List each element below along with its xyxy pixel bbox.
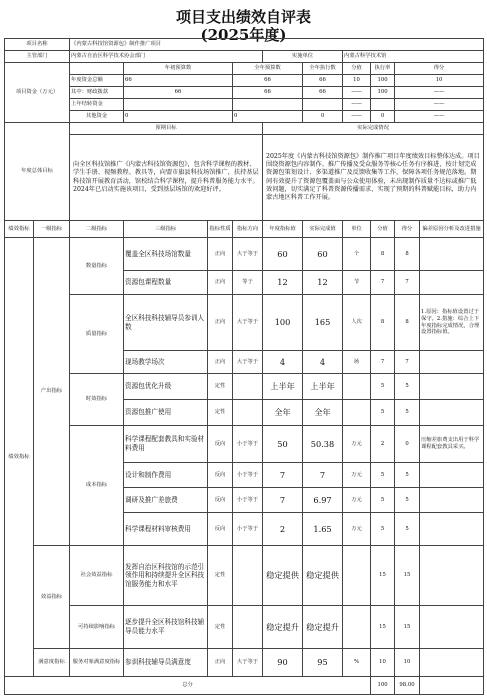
indicator-score: 10 (395, 649, 420, 677)
indicator-unit: 万元 (343, 488, 371, 513)
indicator-reason (420, 400, 484, 426)
funds-cell: —— (395, 87, 484, 99)
indicator-weight: 7 (371, 271, 395, 295)
indicator-col-header: 指标方向 (233, 221, 263, 238)
indicator-direction: 大于等于 (233, 649, 263, 677)
funds-row (5, 87, 484, 99)
evaluation-table (4, 38, 484, 695)
indicator-row (5, 238, 484, 271)
funds-row-label: 上年结转资金 (70, 99, 124, 111)
funds-row (5, 111, 484, 123)
indicator-actual: 7 (303, 463, 343, 488)
funds-cell (303, 99, 343, 111)
sustain-indicators-label: 可持续影响指标 (70, 606, 124, 649)
indicator-name: 调研及推广差旅费 (124, 488, 208, 513)
indicator-score: 7 (395, 351, 420, 374)
indicator-reason (420, 606, 484, 649)
indicator-target: 50 (263, 426, 303, 463)
funds-col-header: 得分 (395, 63, 484, 75)
indicator-weight: 8 (371, 295, 395, 351)
indicator-unit: 人次 (343, 295, 371, 351)
indicator-score: 8 (395, 295, 420, 351)
indicator-weight: 2 (371, 426, 395, 463)
goals-actual-header: 实际完成情况 (263, 123, 484, 135)
funds-label: 项目资金（万元） (5, 63, 70, 123)
goals-actual-text: 2025年度《内蒙古科技馆资源包》制作推广项目年度绩效目标整体达成。项目围绕资源包内容制作、推广传播及受众服务等核心任务有序推进，按计划完成资源包策划设计、多渠道推广及反馈收集等工作，保障各项任务规范落地。期间有效提升了资源包覆盖面与公众使用体验，未出现制作质量不达标或推广低效问题，切实满足了科普资源传播需求，实现了预期的科普赋能目标，助力内蒙古地区科普工作开展。 (263, 135, 484, 221)
indicator-target: 60 (263, 238, 303, 271)
indicator-actual: 12 (303, 271, 343, 295)
goals-header-row (5, 123, 484, 135)
indicator-direction: 小于等于 (233, 426, 263, 463)
funds-row (5, 99, 484, 111)
funds-cell: 100 (371, 75, 395, 87)
indicator-target: 稳定提升 (263, 606, 303, 649)
indicator-score: 5 (395, 463, 420, 488)
total-row (5, 677, 484, 695)
indicator-col-header: 三级指标 (124, 221, 208, 238)
indicator-col-header: 得分 (395, 221, 420, 238)
funds-cell (233, 99, 303, 111)
funds-cell: 10 (395, 75, 484, 87)
indicator-nature: 定性 (208, 546, 233, 606)
indicator-direction: 小于等于 (233, 463, 263, 488)
indicator-target: 90 (263, 649, 303, 677)
indicator-target: 4 (263, 351, 303, 374)
indicator-header-row (5, 221, 484, 238)
indicator-actual: 稳定提升 (303, 606, 343, 649)
indicator-reason (420, 463, 484, 488)
funds-row (5, 75, 484, 87)
indicator-nature: 正向 (208, 271, 233, 295)
indicator-weight: 10 (371, 649, 395, 677)
indicator-actual: 50.38 (303, 426, 343, 463)
indicator-row (5, 426, 484, 463)
indicator-target: 12 (263, 271, 303, 295)
funds-col-header: 执行率 (371, 63, 395, 75)
goals-label: 年度总体目标 (5, 123, 70, 221)
indicator-actual: 4 (303, 351, 343, 374)
indicator-actual: 1.65 (303, 513, 343, 546)
indicator-weight: 5 (371, 488, 395, 513)
indicator-score: 15 (395, 546, 420, 606)
total-label: 总分 (5, 677, 371, 695)
benefit-indicators-label: 效益指标 (34, 546, 70, 649)
indicator-unit: 个 (343, 238, 371, 271)
dept-label: 主管部门 (5, 51, 70, 63)
funds-col-header: 分值 (343, 63, 371, 75)
indicator-direction (233, 606, 263, 649)
funds-cell: 0 (371, 111, 395, 123)
project-name-row (5, 39, 484, 51)
indicator-row (5, 295, 484, 351)
indicator-direction: 小于等于 (233, 488, 263, 513)
indicator-unit: 节 (343, 271, 371, 295)
unit-value: 内蒙古科学技术馆 (343, 51, 484, 63)
funds-cell: 0 (124, 111, 233, 123)
indicator-nature: 正向 (208, 238, 233, 271)
funds-cell: 100 (371, 87, 395, 99)
indicator-score: 15 (395, 606, 420, 649)
indicator-name: 科学课程配套教具和实验材料费用 (124, 426, 208, 463)
indicator-unit (343, 400, 371, 426)
indicator-col-header: 一级指标 (34, 221, 70, 238)
project-name-value: 《内蒙古科技馆资源包》制作推广项目 (70, 39, 484, 51)
indicator-col-header: 二级指标 (70, 221, 124, 238)
timeliness-indicators-label: 时效指标 (70, 374, 124, 426)
indicator-col-header: 年度指标值 (263, 221, 303, 238)
indicator-name: 覆盖全区科技场馆数量 (124, 238, 208, 271)
indicator-weight: 15 (371, 546, 395, 606)
quality-indicators-label: 质量指标 (70, 295, 124, 374)
indicator-row (5, 374, 484, 400)
indicator-direction (233, 546, 263, 606)
indicator-target: 7 (263, 488, 303, 513)
indicator-unit: 万元 (343, 463, 371, 488)
total-reason (420, 677, 484, 695)
indicator-direction: 大于等于 (233, 351, 263, 374)
indicator-unit: 万元 (343, 513, 371, 546)
satisfaction-sub-label: 服务对象满意度指标 (70, 649, 124, 677)
indicator-actual: 95 (303, 649, 343, 677)
indicator-reason: 1.原因：指标值设置过于保守。2.措施：综合上下年度指标完成情况，合理设置指标值。 (420, 295, 484, 351)
funds-cell: 66 (233, 75, 303, 87)
funds-cell: —— (343, 99, 371, 111)
indicator-reason (420, 271, 484, 295)
indicator-reason (420, 374, 484, 400)
indicator-score: 5 (395, 513, 420, 546)
funds-col-header: 年初预算数 (124, 63, 233, 75)
indicator-reason (420, 488, 484, 513)
indicator-weight: 5 (371, 463, 395, 488)
indicator-weight: 5 (371, 374, 395, 400)
indicator-reason (420, 238, 484, 271)
funds-row-label: 年度资金总额 (70, 75, 124, 87)
funds-cell: —— (395, 99, 484, 111)
indicator-nature: 反向 (208, 513, 233, 546)
funds-cell (371, 99, 395, 111)
goals-expected-header: 预期目标 (70, 123, 263, 135)
funds-cell: 66 (303, 87, 343, 99)
indicator-name: 参训科技辅导员满意度 (124, 649, 208, 677)
cost-indicators-label: 成本指标 (70, 426, 124, 546)
indicator-score: 7 (395, 271, 420, 295)
funds-col-header: 全年执行数 (303, 63, 343, 75)
indicator-target: 2 (263, 513, 303, 546)
indicator-actual: 稳定提供 (303, 546, 343, 606)
funds-cell: 66 (124, 87, 233, 99)
social-indicators-label: 社会效益指标 (70, 546, 124, 606)
total-score: 98.00 (395, 677, 420, 695)
total-weight: 100 (371, 677, 395, 695)
funds-row-label: 其中：财政拨款 (70, 87, 124, 99)
document-title: 项目支出绩效自评表 (175, 8, 311, 26)
indicator-unit (343, 606, 371, 649)
funds-row-label: 其他资金 (70, 111, 124, 123)
indicator-name: 资源包课程数量 (124, 271, 208, 295)
indicator-direction: 大于等于 (233, 295, 263, 351)
funds-cell: 0 (233, 111, 303, 123)
indicator-name: 现场教学场次 (124, 351, 208, 374)
funds-cell: —— (343, 111, 371, 123)
indicator-direction: 小于等于 (233, 513, 263, 546)
indicator-score: 5 (395, 488, 420, 513)
unit-label: 实施单位 (263, 51, 343, 63)
indicator-nature: 反向 (208, 426, 233, 463)
perf-indicators-label: 绩效指标 (5, 238, 34, 677)
indicator-unit: % (343, 649, 371, 677)
indicator-col-header: 单位 (343, 221, 371, 238)
quantity-indicators-label: 数量指标 (70, 238, 124, 295)
funds-cell: 66 (124, 75, 233, 87)
indicator-unit (343, 546, 371, 606)
indicator-unit: 场 (343, 351, 371, 374)
indicator-actual: 全年 (303, 400, 343, 426)
indicator-score: 0 (395, 426, 420, 463)
funds-cell: —— (343, 87, 371, 99)
funds-cell: 0 (303, 111, 343, 123)
indicator-direction (233, 374, 263, 400)
indicator-reason (420, 351, 484, 374)
indicator-name: 逐步提升全区科技馆科技辅导员能力水平 (124, 606, 208, 649)
indicator-actual: 60 (303, 238, 343, 271)
indicator-name: 设计和制作费用 (124, 463, 208, 488)
indicator-weight: 15 (371, 606, 395, 649)
document-year: (2025年度) (200, 26, 287, 44)
indicator-nature: 反向 (208, 488, 233, 513)
indicator-name: 科学课程材料审核费用 (124, 513, 208, 546)
indicator-actual: 上半年 (303, 374, 343, 400)
indicator-col-header: 实际完成值 (303, 221, 343, 238)
indicator-unit: 万元 (343, 426, 371, 463)
indicator-nature: 定性 (208, 400, 233, 426)
dept-value: 内蒙古自治区科学技术协会部门 (70, 51, 263, 63)
indicator-name: 发挥自治区科技馆的示范引领作用和持续提升全区科技馆服务能力和水平 (124, 546, 208, 606)
indicator-direction (233, 400, 263, 426)
funds-col-header: 全年预算数 (233, 63, 303, 75)
indicator-row (5, 606, 484, 649)
satisfaction-indicators-label: 满意度指标 (34, 649, 70, 677)
indicator-target: 100 (263, 295, 303, 351)
indicator-col-header: 分值 (371, 221, 395, 238)
project-name-label: 项目名称 (5, 39, 70, 51)
indicator-reason: 压缩差旅费支出用于科学课程配套教具采买。 (420, 426, 484, 463)
indicator-name: 资源包优化升级 (124, 374, 208, 400)
indicator-weight: 8 (371, 238, 395, 271)
indicator-nature: 正向 (208, 649, 233, 677)
indicator-target: 7 (263, 463, 303, 488)
funds-cell: 10 (343, 75, 371, 87)
funds-header-row (5, 63, 484, 75)
funds-cell: 66 (303, 75, 343, 87)
indicator-col-header: 偏差原因分析及改进措施 (420, 221, 484, 238)
indicator-nature: 正向 (208, 295, 233, 351)
indicator-target: 稳定提供 (263, 546, 303, 606)
indicator-direction: 等于 (233, 271, 263, 295)
indicator-row (5, 546, 484, 606)
funds-cell: 66 (233, 87, 303, 99)
funds-cell (124, 99, 233, 111)
indicator-score: 5 (395, 374, 420, 400)
goals-content-row (5, 135, 484, 221)
indicator-unit (343, 374, 371, 400)
indicator-reason (420, 546, 484, 606)
indicator-score: 5 (395, 400, 420, 426)
indicator-actual: 165 (303, 295, 343, 351)
indicator-target: 上半年 (263, 374, 303, 400)
indicator-col-header: 绩效指标 (5, 221, 34, 238)
goals-expected-text: 向全区科技馆推广《内蒙古科技馆资源包》，包含科学课程的教材、学生手册、视频教程、教具等，向盟市旗县科技场馆推广，扶持基层科技馆开展教育活动，馆校结合科学课程，提升科普服务能力水平。2024年已启动实施该项目，受到基层场馆的欢迎好评。 (70, 135, 263, 221)
indicator-direction: 大于等于 (233, 238, 263, 271)
indicator-score: 8 (395, 238, 420, 271)
indicator-row (5, 649, 484, 677)
funds-corner (70, 63, 124, 75)
indicator-name: 全区科技科技辅导员参训人数 (124, 295, 208, 351)
indicator-nature: 定性 (208, 374, 233, 400)
indicator-weight: 5 (371, 400, 395, 426)
indicator-weight: 7 (371, 351, 395, 374)
indicator-nature: 定性 (208, 606, 233, 649)
indicator-target: 全年 (263, 400, 303, 426)
funds-cell: —— (395, 111, 484, 123)
indicator-actual: 6.97 (303, 488, 343, 513)
indicator-reason (420, 649, 484, 677)
indicator-nature: 正向 (208, 351, 233, 374)
dept-row (5, 51, 484, 63)
indicator-col-header: 指标性质 (208, 221, 233, 238)
indicator-name: 资源包推广使用 (124, 400, 208, 426)
indicator-reason (420, 513, 484, 546)
output-indicators-label: 产出指标 (34, 238, 70, 546)
indicator-nature: 反向 (208, 463, 233, 488)
indicator-weight: 5 (371, 513, 395, 546)
